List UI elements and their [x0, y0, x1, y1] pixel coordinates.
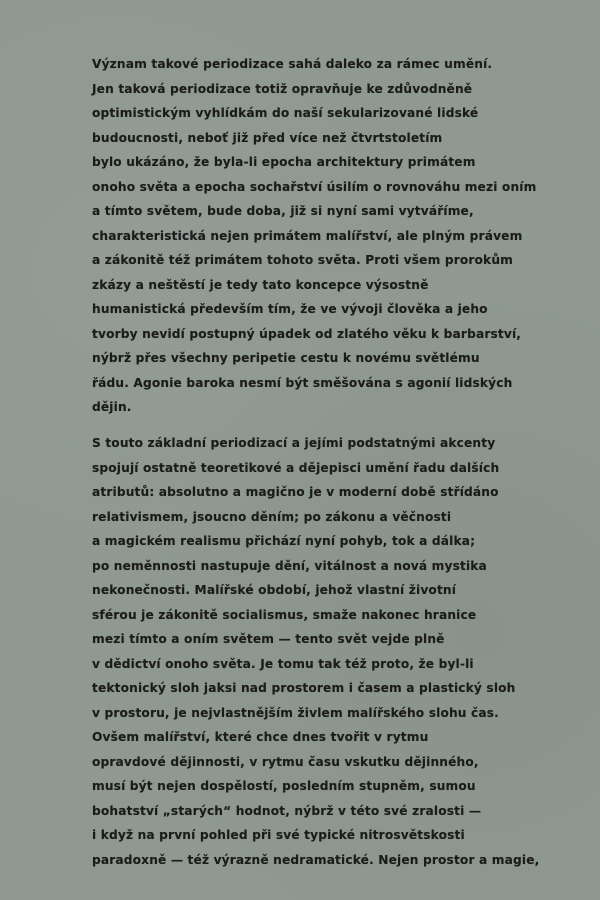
text-line: bylo ukázáno, že byla-li epocha architektury primátem: [92, 155, 476, 169]
text-line: a magickém realismu přichází nyní pohyb, tok a dálka;: [92, 534, 476, 548]
text-line: mezi tímto a oním světem — tento svět vejde plně: [92, 632, 445, 646]
text-line: tektonický sloh jaksi nad prostorem i časem a plastický sloh: [92, 681, 516, 695]
text-line: nekonečnosti. Malířské období, jehož vlastní životní: [92, 583, 457, 597]
text-line: optimistickým vyhlídkám do naší sekularizované lidské: [92, 106, 479, 120]
paragraph-1: [92, 52, 537, 420]
text-line: charakteristická nejen primátem malířství, ale plným právem: [92, 228, 523, 243]
text-line: tvorby nevidí postupný úpadek od zlatého věku k barbarství,: [92, 326, 522, 341]
text-line: relativismem, jsoucno děním; po zákonu a věčnosti: [92, 509, 452, 524]
text-line: opravdové dějinnosti, v rytmu času vskutku dějinného,: [92, 754, 479, 769]
text-line: zkázy a neštěstí je tedy tato koncepce výsostně: [92, 277, 429, 292]
text-line: onoho světa a epocha sochařství úsilím o rovnováhu mezi oním: [92, 179, 537, 194]
text-line: po neměnnosti nastupuje dění, vitálnost a nová mystika: [92, 558, 487, 573]
text-line: budoucnosti, neboť již před více než čtvrtstoletím: [92, 130, 443, 145]
text-line: spojují ostatně teoretikové a dějepisci umění řadu dalších: [92, 460, 500, 475]
text-line: a tímto světem, bude doba, již si nyní sami vytváříme,: [92, 204, 474, 218]
text-line: a zákonitě též primátem tohoto světa. Proti všem prorokům: [92, 253, 513, 267]
text-line: dějin.: [92, 400, 132, 414]
text-line: i když na první pohled při své typické nitrosvětskosti: [92, 828, 465, 842]
text-line: řádu. Agonie baroka nesmí být směšována s agonií lidských: [92, 375, 513, 390]
text-line: paradoxně — též výrazně nedramatické. Nejen prostor a magie,: [92, 852, 540, 867]
text-line: sférou je zákonitě socialismus, smaže nakonec hranice: [92, 607, 477, 622]
text-line: Význam takové periodizace sahá daleko za rámec umění.: [92, 57, 493, 71]
text-line: humanistická především tím, že ve vývoji člověka a jeho: [92, 302, 488, 316]
text-line: v prostoru, je nejvlastnějším živlem malířského slohu čas.: [92, 705, 499, 720]
text-line: musí být nejen dospělostí, posledním stupněm, sumou: [92, 779, 476, 793]
paragraph-2: [92, 431, 540, 872]
text-line: bohatství „starých“ hodnot, nýbrž v této své zralosti —: [92, 803, 482, 818]
text-line: nýbrž přes všechny peripetie cestu k novému světlému: [92, 351, 480, 365]
text-line: Ovšem malířství, které chce dnes tvořit v rytmu: [92, 730, 429, 744]
text-line: v dědictví onoho světa. Je tomu tak též proto, že byl-li: [92, 656, 474, 671]
text-line: S touto základní periodizací a jejími podstatnými akcenty: [92, 436, 496, 450]
text-line: Jen taková periodizace totiž opravňuje ke zdůvodněně: [92, 81, 473, 96]
text-line: atributů: absolutno a magično je v moderní době střídáno: [92, 485, 499, 499]
